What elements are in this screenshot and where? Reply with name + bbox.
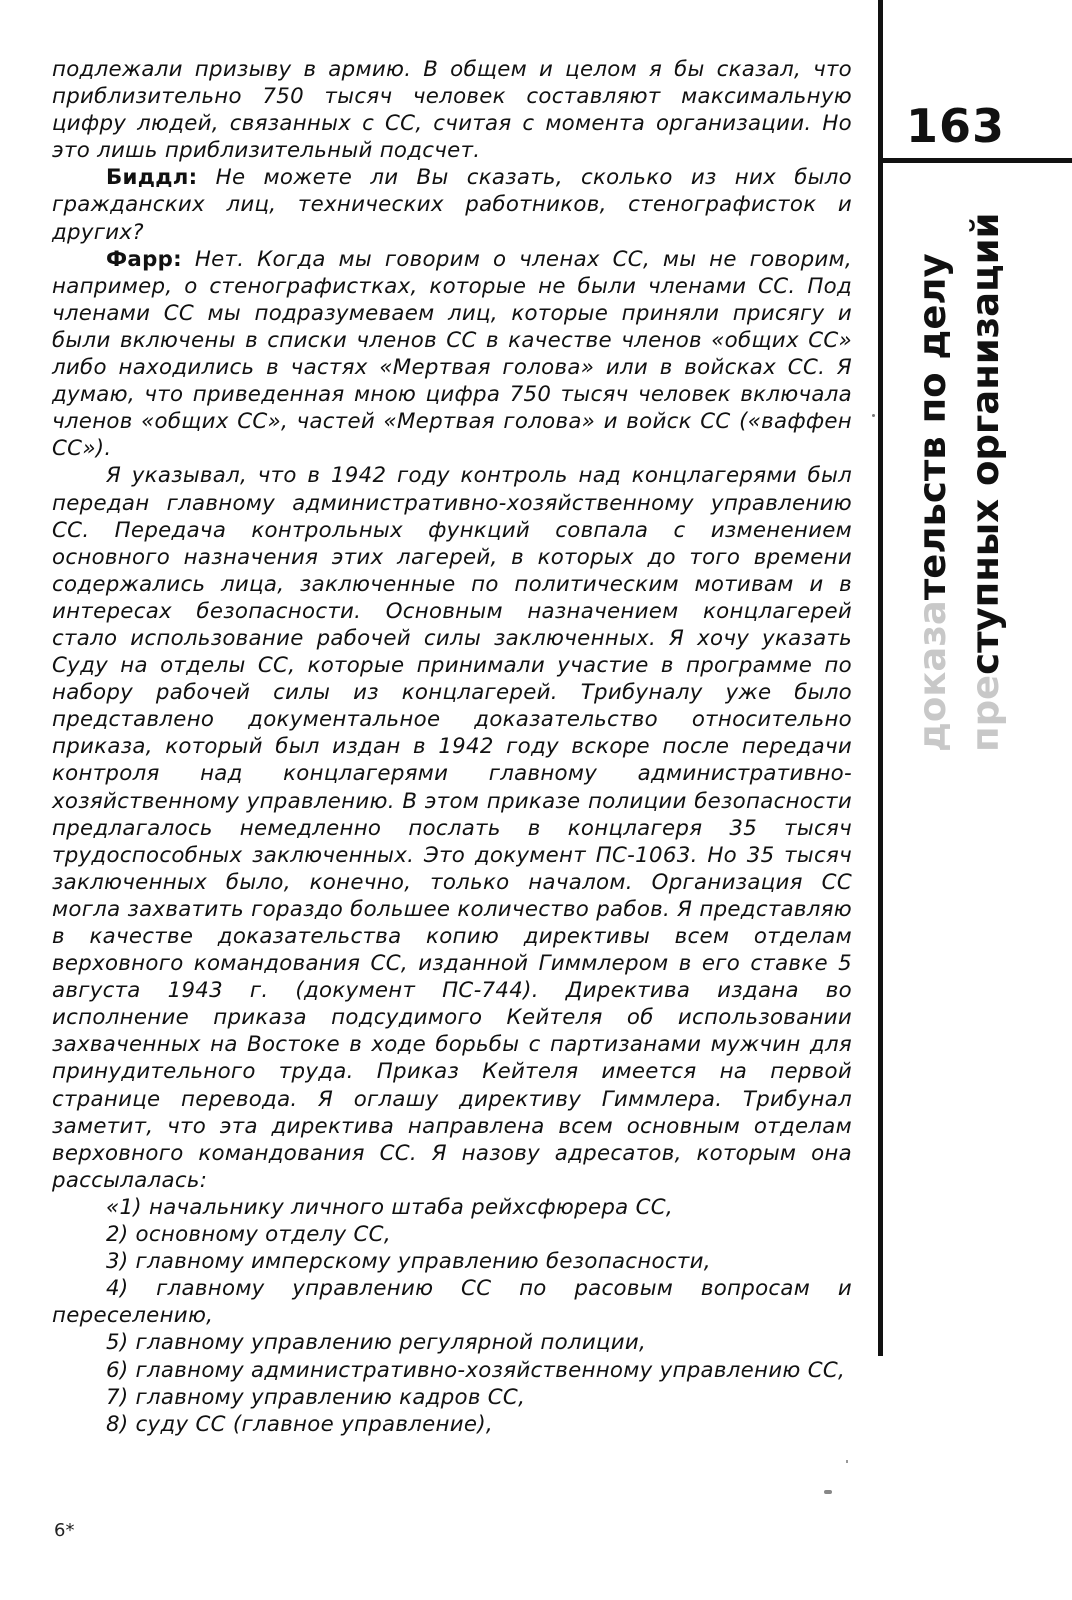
paragraph-biddle-question <box>52 164 852 245</box>
paragraph-concentration-camps: Я указывал, что в 1942 году контроль над концлагерями был передан главному административно-хозяйственному управлению СС. Передача контрольных функций совпала с изменением основного назначения этих лагерей, в которых до того времени содержались лица, заключенные по политическим мотивам и в интересах безопасности. Основным назначением концлагерей стало использование рабочей силы заключенных. Я хочу указать Суду на отделы СС, которые принимали участие в программе по набору рабочей силы из концлагерей. Трибуналу уже было представлено документальное доказательство относительно приказа, который был издан в 1942 году вскоре после передачи контроля над концлагерями главному административно-хозяйственному управлению. В этом приказе полиции безопасности предлагалось немедленно послать в концлагеря 35 тысяч трудоспособных заключенных. Это документ ПС-1063. Но 35 тысяч заключенных было, конечно, только началом. Организация СС могла захватить гораздо большее количество рабов. Я представляю в качестве доказательства копию директивы всем отделам верховного командования СС, изданной Гиммлером в его ставке 5 августа 1943 г. (документ ПС-744). Директива издана во исполнение приказа подсудимого Кейтеля об использовании захваченных на Востоке в ходе борьбы с партизанами мужчин для принудительного труда. Приказ Кейтеля имеется на первой странице перевода. Я оглашу директиву Гиммлера. Трибунал заметит, что эта директива направлена всем основным отделам верховного командования СС. Я назову адресатов, которым она рассылалась: <box>52 463 852 1193</box>
main-text-column <box>52 56 852 1438</box>
biddle-question-text: Не можете ли Вы сказать, сколько из них было гражданских лиц, технических работников, стенографисток и других? <box>52 165 852 245</box>
printer-signature-mark: 6* <box>54 1520 75 1541</box>
list-item-addressee: 4) главному управлению СС по расовым вопросам и переселению, <box>52 1276 852 1329</box>
list-item-addressee: 8) суду СС (главное управление), <box>106 1411 493 1437</box>
list-item-addressee: «1) начальнику личного штаба рейхсфюрера СС, <box>106 1194 674 1220</box>
vertical-divider <box>878 0 883 1356</box>
speaker-biddle: Биддл: <box>106 165 198 191</box>
scan-speck <box>846 1460 848 1463</box>
list-item-addressee: 3) главному имперскому управлению безопасности, <box>106 1249 711 1275</box>
list-item-addressee: 6) главному административно-хозяйственному управлению СС, <box>106 1357 846 1383</box>
running-title-line-1: доказательств по делу <box>911 253 954 752</box>
list-item-addressee: 2) основному отделу СС, <box>106 1222 391 1248</box>
paragraph-continuation: подлежали призыву в армию. В общем и целом я бы сказал, что приблизительно 750 тысяч человек составляют максимальную цифру людей, связанных с СС, считая с момента организации. Но это лишь приблизительный подсчет. <box>52 57 852 164</box>
scan-speck <box>824 1490 832 1494</box>
running-title-line-2: преступных организаций <box>964 212 1007 752</box>
speaker-farr: Фарр: <box>106 246 182 272</box>
paragraph-farr-answer <box>52 246 852 463</box>
page-number-underline <box>880 158 1072 163</box>
list-item-addressee: 7) главному управлению кадров СС, <box>106 1384 526 1410</box>
list-item-addressee: 5) главному управлению регулярной полиции, <box>106 1330 647 1356</box>
scan-speck <box>872 414 875 417</box>
page-number: 163 <box>906 99 1006 153</box>
running-title <box>906 172 1012 752</box>
farr-answer-text: Нет. Когда мы говорим о членах СС, мы не говорим, например, о стенографистках, которые не были членами СС. Под членами СС мы подразумеваем лиц, которые приняли присягу и были включены в списки членов СС в качестве членов «общих СС» либо находились в частях «Мертвая голова» или в войсках СС. Я думаю, что приведенная мною цифра 750 тысяч человек включала членов «общих СС», частей «Мертвая голова» и войск СС («ваффен СС»). <box>52 246 852 462</box>
